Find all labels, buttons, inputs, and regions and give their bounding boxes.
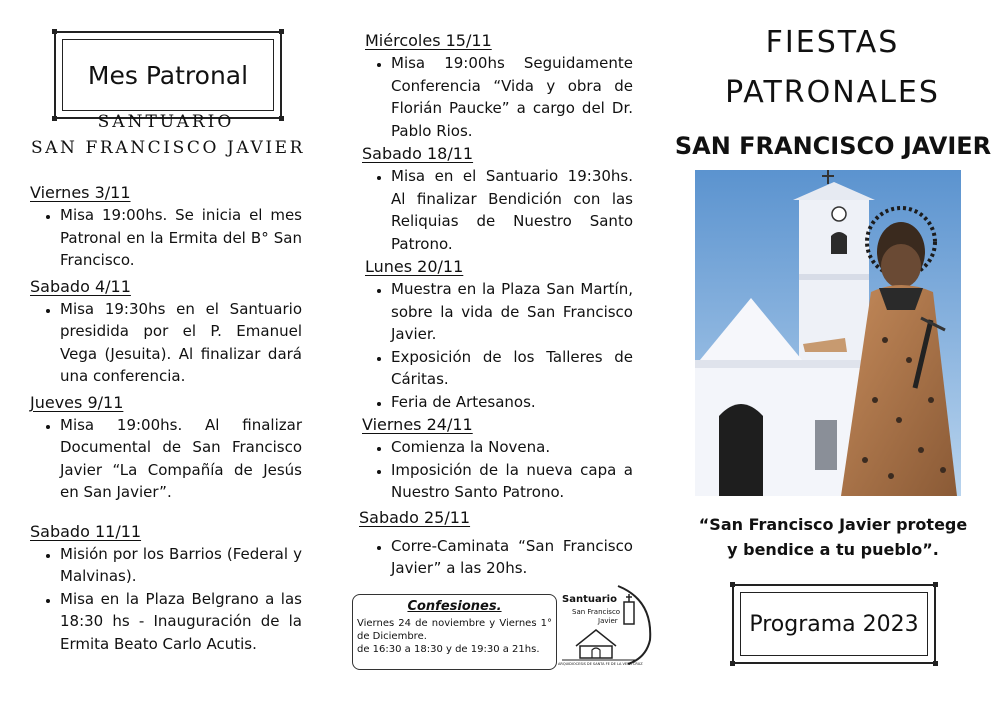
event-item: • Misa en la Plaza Belgrano a las 18:30 hs - Inauguración de la Ermita Beato Carlo Acutis. xyxy=(60,588,302,656)
day-block xyxy=(359,507,633,580)
day-block xyxy=(362,415,633,504)
day-block xyxy=(362,31,633,142)
event-item: • Misión por los Barrios (Federal y Malvinas). xyxy=(60,543,302,588)
saint-name-heading: SAN FRANCISCO JAVIER xyxy=(674,132,992,160)
programa-label: Programa 2023 xyxy=(749,611,919,637)
saint-quote xyxy=(690,512,976,562)
event-item: • Comienza la Novena. xyxy=(391,436,633,459)
day-heading: Sabado 18/11 xyxy=(362,144,474,163)
day-block xyxy=(30,522,302,656)
santuario-label: SANTUARIO xyxy=(97,112,235,132)
santuario-logo xyxy=(558,580,658,670)
quote-line-1: “San Francisco Javier protege xyxy=(698,515,968,534)
mes-patronal-title: Mes Patronal xyxy=(87,60,249,90)
day-heading: Viernes 24/11 xyxy=(362,415,473,434)
logo-line3: Javier xyxy=(598,617,618,625)
day-block xyxy=(30,393,302,504)
event-item: • Misa 19:00hs. Se inicia el mes Patronal en la Ermita del B° San Francisco. xyxy=(60,204,302,272)
day-heading: Sabado 11/11 xyxy=(30,521,142,541)
logo-line2: San Francisco xyxy=(572,608,621,616)
logo-footer: ARQUIDIOCESIS DE SANTA FE DE LA VERA CRUZ xyxy=(558,662,643,666)
confesiones-title: Confesiones. xyxy=(407,599,502,614)
church-and-saint-statue-photo xyxy=(695,170,961,496)
church-and-saint-photo xyxy=(695,170,961,496)
event-item: • Misa en el Santuario 19:30hs. Al finalizar Bendición con las Reliquias de Nuestro Santo Patrono. xyxy=(391,165,633,255)
day-block xyxy=(30,277,302,388)
confesiones-hours: de 16:30 a 18:30 y de 19:30 a 21hs. xyxy=(357,644,540,655)
mes-patronal-frame xyxy=(54,31,282,119)
event-item: • Muestra en la Plaza San Martín, sobre la vida de San Francisco Javier. xyxy=(391,278,633,346)
event-item: • Misa 19:00hs Seguidamente Conferencia “Vida y obra de Florián Paucke” a cargo del Dr. Pablo Rios. xyxy=(391,52,633,142)
santuario-name: SAN FRANCISCO JAVIER xyxy=(30,138,306,158)
day-heading: Jueves 9/11 xyxy=(30,392,124,412)
day-block xyxy=(30,183,302,272)
confesiones-box xyxy=(352,594,557,670)
quote-line-2: y bendice a tu pueblo”. xyxy=(727,540,939,559)
day-block xyxy=(362,257,633,413)
day-heading: Lunes 20/11 xyxy=(365,257,464,276)
day-heading: Sabado 25/11 xyxy=(359,507,471,527)
fiestas-title xyxy=(680,18,985,118)
day-heading: Miércoles 15/11 xyxy=(365,31,492,50)
day-heading: Viernes 3/11 xyxy=(30,183,131,202)
event-item: • Misa 19:00hs. Al finalizar Documental de San Francisco Javier “La Compañía de Jesús en San Javier”. xyxy=(60,414,302,504)
day-block xyxy=(362,144,633,255)
schedule-column-1 xyxy=(30,183,302,655)
programa-frame xyxy=(732,584,936,664)
event-item: • Imposición de la nueva capa a Nuestro Santo Patrono. xyxy=(391,459,633,504)
event-item: • Misa 19:30hs en el Santuario presidida por el P. Emanuel Vega (Jesuita). Al finalizar dará una conferencia. xyxy=(60,298,302,388)
title-line-1: FIESTAS xyxy=(765,25,900,60)
event-item: • Feria de Artesanos. xyxy=(391,391,633,414)
day-heading: Sabado 4/11 xyxy=(30,276,131,296)
event-item: • Exposición de los Talleres de Cáritas. xyxy=(391,346,633,391)
schedule-column-2 xyxy=(359,31,633,580)
title-line-2: PATRONALES xyxy=(725,75,940,110)
confesiones-dates: Viernes 24 de noviembre y Viernes 1° de Diciembre. xyxy=(357,618,552,642)
logo-line1: Santuario xyxy=(562,594,617,605)
event-item: • Corre-Caminata “San Francisco Javier” a las 20hs. xyxy=(391,535,633,580)
